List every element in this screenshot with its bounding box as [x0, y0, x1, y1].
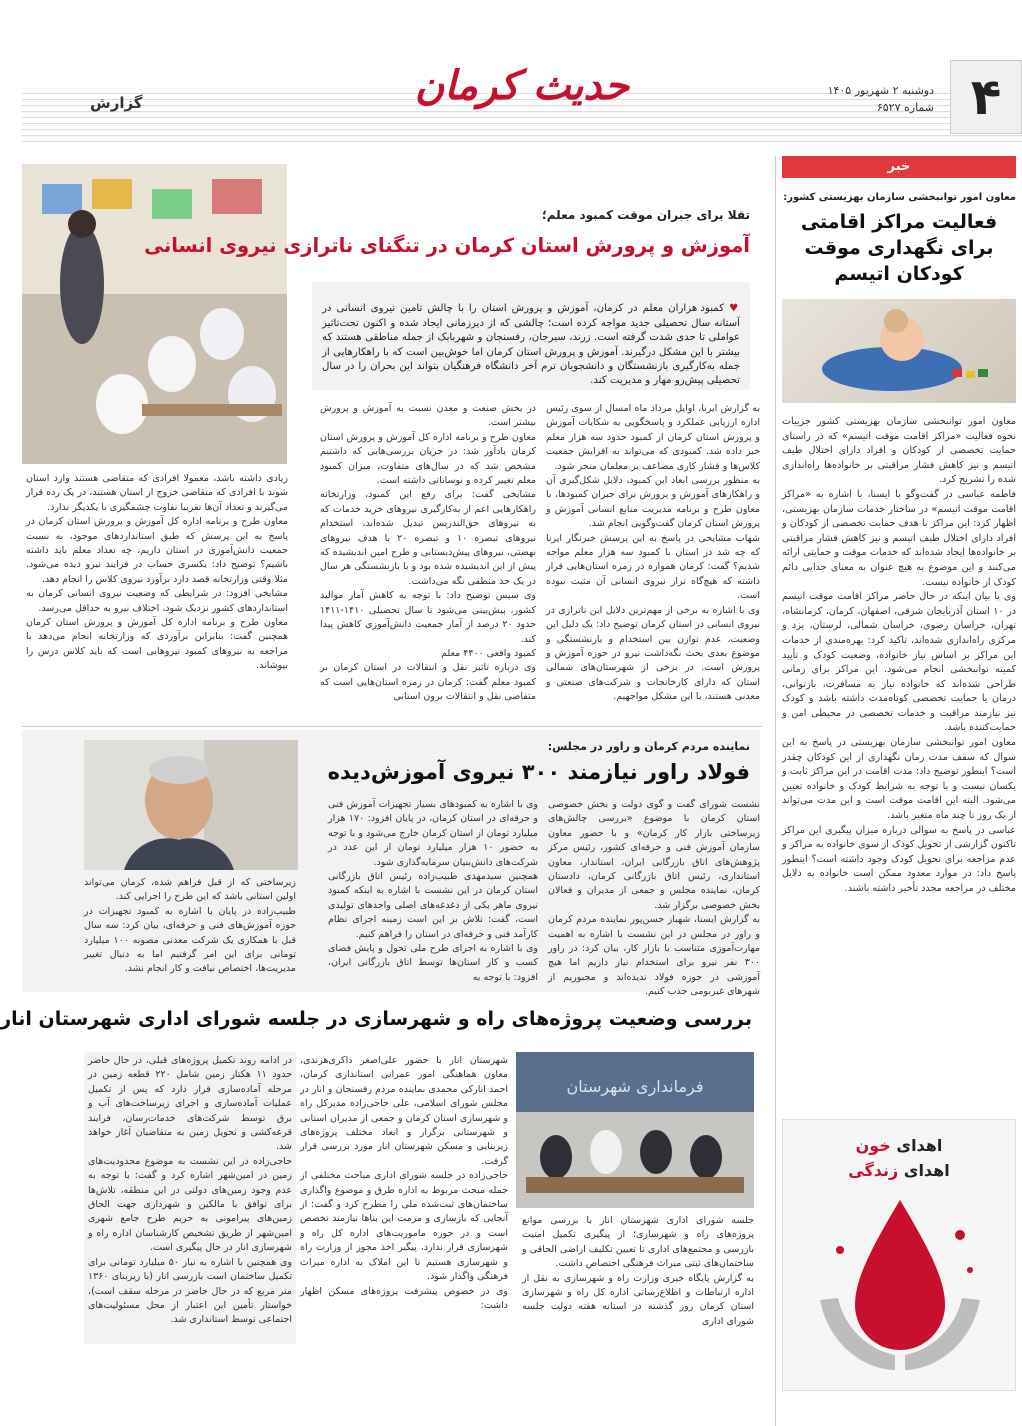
portrait-illustration — [84, 740, 298, 870]
council-meeting-photo — [516, 1052, 754, 1208]
issue-number: شماره ۶۵۲۷ — [876, 101, 934, 114]
news-tag: خبر — [782, 156, 1016, 178]
article2-title: فولاد راور نیازمند ۳۰۰ نیروی آموزش‌دیده — [327, 760, 750, 784]
issue-info — [828, 82, 934, 116]
article3-col2: شهرستان انار با حضور علی‌اصغر ذاکری‌هرندی، معاون هماهنگی امور عمرانی استانداری کرمان، احمد انارکی محمدی نماینده مردم رفسنجان و انار در مجلس شورای اسلامی، علی حاجی‌زاده مدیرکل راه و شهرسازی استان کرمان و جمعی از مدیران استانی و شهرستانی برگزار و ابعاد مختلف پروژه‌های زیربنایی و مسکن شهرستان انار مورد بررسی قرار گرفت. حاجی‌زاده در جلسه شورای اداری مباحث مختلفی از جمله مبحث مربوط به اداره طرق و موضوع واگذاری ساختمان‌های ثبت‌شده ملی را مطرح کرد و گفت: از آنجایی که بازسازی و مرمت این بناها نیازمند تخصص است و در حوزه ماموریت‌های اداره کل راه و شهرسازی قرار ندارد، پیگیر اخذ مجوز از وزارت راه و شهرسازی هستیم تا این املاک به اداره میراث فرهنگی واگذار شود. وی در خصوص پیشرفت پروژه‌های مسکن اظهار داشت: — [300, 1055, 508, 1311]
sidebar-title: فعالیت مراکز اقامتی برای نگهداری موقت کودکان اتیسم — [800, 211, 998, 285]
article1-kicker: تقلا برای جبران موقت کمبود معلم؛ — [541, 208, 750, 222]
article1-col2: در بخش صنعت و معدن نسبت به آموزش و پرورش بیشتر است. معاون طرح و برنامه اداره کل آموزش و پرورش استان کرمان یادآور شد: در جریان بررسی‌هایی که داشتیم مشخص شد که در سال‌های متفاوت، میزان کمبود معلم تغییر کرده و نوساناتی داشته است. مشایخی گفت: برای رفع این کمبود، وزارتخانه راهکارهایی اعم از به‌کارگیری نیروهای خرید خدمات که به نیروهای حق‌التدریس تبدیل شده‌اند، استخدام نیروهای تبصره ۱۰ و تبصره ۲۰ با هدف نیروهای نهضتی، نیروهای پیش‌دبستانی و طرح امین اندیشیده که پیش از این اندیشیده شده بود و با بازنشستگی هر سال در یک حد منطقی نگه می‌داشت. وی سپس توضیح داد: با توجه به کاهش آمار موالید کشور، پیش‌بینی می‌شود تا سال تحصیلی ۱۴۱۰-۱۴۱۱ حدود ۲۰ درصد از آمار جمعیت دانش‌آموزی کاهش پیدا کند. کمبود واقعی ۴۴۰۰ معلم وی درباره تاثیر نقل و انتقالات در استان کرمان بر کمبود معلم گفت: کرمان در زمره استان‌هایی است که متقاضی نقل و انتقالات برون استانی — [320, 403, 536, 703]
classroom-illustration — [22, 164, 287, 464]
article2-kicker: نماینده مردم کرمان و راور در مجلس: — [547, 740, 750, 753]
ad-line-1 — [783, 1136, 1015, 1155]
blood-donation-ad — [782, 1119, 1016, 1391]
sidebar-divider — [775, 156, 776, 1426]
ad-word-blood: خون — [855, 1136, 891, 1155]
article1-headline — [144, 208, 750, 260]
ad-line-2 — [783, 1161, 1015, 1180]
article1-title: آموزش و پرورش استان کرمان در تنگنای ناترازی نیروی انسانی — [144, 234, 750, 257]
article3-col1: جلسه شورای اداری شهرستان انار با بررسی موانع پروژه‌های راه و شهرسازی؛ از پیگیری تکمیل امنیت بازرسی و مجتمع‌های اداری تا تعیین تکلیف اراضی الحاقی و ساختمان‌های ثبتی میراث فرهنگی اختصاص داشت. به گزارش پایگاه خبری وزارت راه و شهرسازی به نقل از اداره ارتباطات و اطلاع‌رسانی اداره کل راه و شهرسازی استان کرمان روز گذشته در استانه هفته دولت جلسه شورای اداری — [522, 1215, 754, 1327]
article3-headline — [0, 1008, 752, 1030]
article1-lead-box — [312, 282, 750, 390]
classroom-photo — [22, 164, 287, 464]
article1-lead-text: کمبود هزاران معلم در کرمان، آموزش و پرورش استان را با چالش تامین نیروی انسانی در آستانه سال تحصیلی جدید مواجه کرده است؛ چالشی که از دیرزمانی ایجاد شده و اکنون تحت‌تاثیر عواملی تا حدی شدت گرفته است. زرند، سیرجان، رفسنجان و شهربابک از جمله مناطقی هستند که بیشتر با این مشکل درگیرند. آموزش و پرورش استان کرمان اما خوش‌بین است که با راهکارهایی از جمله به‌کارگیری بازنشستگان و دانشجویان ترم آخر دانشگاه فرهنگیان بتواند این بحران را در سال تحصیلی پیش‌رو مهار و مدیریت کند. — [322, 303, 740, 387]
article1-col3: زیادی داشته باشد، معمولا افرادی که متقاضی هستند وارد استان شوند با افرادی که متقاضی خروج از استان هستند، در یک رده قرار می‌گیرند و تعداد آن‌ها تقریبا تفاوت چشمگیری با یکدیگر ندارد. معاون طرح و برنامه اداره کل آموزش و پرورش استان کرمان در پاسخ به این پرسش که طبق استانداردهای موجود، به نسبت جمعیت دانش‌آموزی در استان داریم، چه تعداد معلم باید داشته باشیم؟ توضیح داد: یکسری حساب در فرایند نیرو دیده می‌شود. مثلا وقتی وزارتخانه قصد دارد برآورد نیروی کلاس را انجام دهد. مشایخی افزود: در شرایطی که وضعیت نیروی انسانی کرمان به استانداردهای کشور نزدیک شود، اختلاف نیرو به حداقل می‌رسد. معاون طرح و برنامه اداره کل آموزش و پرورش استان کرمان همچنین گفت: بنابراین برآوردی که وزارتخانه انجام می‌دهد با مراجعه به نیروهای کمبود نیروهایی است که باید کلاس درس را بپوشاند. — [26, 473, 288, 672]
baby-photo — [782, 299, 1016, 403]
page-number: ۴ — [950, 60, 1022, 134]
lead-heart-icon: ♥ — [724, 303, 740, 315]
newspaper-logo: حدیث کرمان — [414, 62, 630, 109]
blood-drop-hands-icon — [800, 1190, 1000, 1380]
meeting-illustration — [516, 1052, 754, 1208]
article3-title: بررسی وضعیت پروژه‌های راه و شهرسازی در جلسه شورای اداری شهرستان انار — [0, 1008, 752, 1030]
article2-col3: زیرساختی که از قبل فراهم شده، کرمان می‌تواند اولین استانی باشد که این طرح را اجرایی کند. طبیب‌زاده در پایان با اشاره به کمبود تجهیزات در حوزه آموزش‌های فنی و حرفه‌ای، بیان کرد: سه سال قبل با همکاری یک شرکت معدنی مصوبه ۱۰۰ میلیارد تومانی برای این امر گرفتیم اما به دنبال تغییر مدیریت‌ها، اختصاص نیافت و کار انجام نشد. — [84, 877, 296, 975]
issue-date: دوشنبه ۲ شهریور ۱۴۰۵ — [827, 84, 934, 97]
sidebar-body: معاون امور توانبخشی سازمان بهزیستی کشور جزییات نحوه فعالیت «مراکز اقامت موقت اتیسم» که در راستای حمایت تخصصی از کودکان و افراد دارای اختلال طیف اتیسم و نیز کاهش فشار مراقبتی بر خانواده‌ها راه‌اندازی شده را تشریح کرد. فاطمه عباسی در گفت‌وگو با ایسنا، با اشاره به «مراکز اقامت موقت اتیسم» در ساختار خدمات سازمان بهزیستی، اظهار کرد: این مراکز با هدف حمایت تخصصی از کودکان و افراد دارای اختلال طیف اتیسم و نیز کاهش فشار مراقبتی بر خانواده‌ها ایجاد شده‌اند که خدمات موقت و حمایتی ارائه می‌کنند و این موضوع به هیچ عنوان به معنای جدایی دائم کودک از خانواده نیست. وی با بیان اینکه در حال حاضر مراکز اقامت موقت اتیسم در ۱۰ استان آذربایجان شرقی، اصفهان، کرمان، کرمانشاه، تهران، خراسان رضوی، خراسان شمالی، لرستان، یزد و مرکزی راه‌اندازی شده‌اند، تاکید کرد: بهره‌مندی از خدمات این مراکز بر اساس نیاز خانواده، وضعیت کودک و تأیید کمیته توانبخشی انجام می‌شود. این مراکز برای زمانی طراحی شده‌اند که خانواده نیاز به مسافرت، بازتوانی، درمان یا حمایت تخصصی کوتاه‌مدت داشته باشد و کودک نیز نیازمند مراقبت و خدمات تخصصی در محیطی امن و حمایت‌کننده باشد. معاون امور توانبخشی سازمان بهزیستی در پاسخ به این سوال که سقف مدت زمان نگهداری از این کودکان چقدر است؟ اینطور توضیح داد: مدت اقامت در این مراکز ثابت و یکسان نیست و با توجه به شرایط کودک و خانواده تعیین می‌شود. البته این اقامت موقت است و این مدت می‌تواند از یک روز تا چند ماه متغیر باشد. عباسی در پاسخ به سوالی درباره میزان پیگیری این مراکز تاکنون گزارشی از تحویل کودک از سوی خانواده به مراکز و عدم مراجعه برای تحویل کودک وجود داشته است؟ اینطور پاسخ داد: در موارد معدود ممکن است خانواده به دلایل مختلف در مراجعه مجدد تأخیر داشته باشند. — [782, 416, 1016, 894]
ad-word-life: زندگی — [848, 1161, 899, 1180]
article1-col1: به گزارش ایرنا، اوایل مرداد ماه امسال از سوی رئیس اداره ارزیابی عملکرد و پاسخگویی به شکایات آموزش و پرورش استان کرمان از کمبود حدود سه هزار معلم خبر داده شد. کمبودی که می‌تواند به افزایش جمعیت کلاس‌ها و فشار کاری مضاعف بر معلمان منجر شود. به منظور بررسی ابعاد این کمبود، دلایل شکل‌گیری آن و راهکارهای آموزش و پرورش برای جبران کمبودها، با معاون طرح و برنامه مدیریت منابع انسانی آموزش و پرورش استان کرمان گفت‌وگویی انجام شد. شهاب مشایخی در پاسخ به این پرسش خبرنگار ایرنا که چه شد در استان با کمبود سه هزار معلم مواجه شدیم؟ گفت: کرمان همواره در زمره استان‌هایی قرار داشته که هیچ‌گاه تراز نیروی انسانی آن مثبت نبوده است. وی با اشاره به برخی از مهم‌ترین دلایل این ناترازی در نیروی انسانی در استان کرمان توضیح داد: یک دلیل این وضعیت، عدم توازن بین استخدام و بازنشستگی و موضوع بعدی بحث نگه‌داشت نیرو در حوزه آموزش و پرورش است. در برخی از شهرستان‌های شمالی استان که دارای کارخانجات و شرکت‌های صنعتی و معدنی هستند، با این مشکل مواجهیم. — [546, 403, 760, 703]
sidebar-kicker: معاون امور توانبخشی سازمان بهزیستی کشور: — [783, 192, 1016, 203]
article2-col2: وی با اشاره به کمبودهای بسیار تجهیزات آموزش فنی و حرفه‌ای در استان کرمان، در پایان افزود: ۱۷۰ هزار میلیارد تومان از استان کرمان خارج می‌شود و با توجه به حضور ۱۰ هزار میلیارد تومان از این عدد در شرکت‌های دانش‌بنیان سرمایه‌گذاری شود. همچنین سیدمهدی طبیب‌زاده رئیس اتاق بازرگانی استان کرمان در این نشست با اشاره به اینکه کمبود نیروی ماهر یکی از دغدغه‌های اصلی واحدهای تولیدی است، گفت: تلاش بر این است زمینه اجرای نظام کارآمد فنی و حرفه‌ای در استان را فراهم کنیم. وی با اشاره به اجرای طرح ملی تحول و پایش فضای کسب و کار استان‌ها توسط اتاق بازرگانی ایران، افزود: با توجه به — [328, 799, 538, 983]
mp-portrait-photo — [84, 740, 298, 870]
ad-word-donation-2: اهدای — [903, 1161, 950, 1180]
photo-caption: فرمانداری شهرستان — [566, 1077, 704, 1096]
article1-lead — [312, 282, 750, 390]
article2-headline — [302, 740, 750, 787]
article2-col1: نشست شورای گفت و گوی دولت و بخش خصوصی استان کرمان با موضوع «بررسی چالش‌های زیرساختی بازار کار کرمان» و با حضور معاون سازمان آموزش فنی و حرفه‌ای کشور، رئیس مرکز پژوهش‌های اتاق بازرگانی ایران، استاندار، معاون استانداری، رئیس اتاق بازرگانی کرمان، دادستان کرمان، نماینده مجلس و جمعی از مدیران و فعالان بخش خصوصی برگزار شد. به گزارش ایسنا، شهباز حسن‌پور نماینده مردم کرمان و راور در مجلس در این نشست با اشاره به اهمیت مهارت‌آموزی متناسب با بازار کار، بیان کرد: در راور ۳۰۰ نفر نیرو برای استخدام نیاز داریم اما هیچ آموزشی در حوزه فولاد ندیده‌اند و مجبوریم از شهرهای غیربومی جذب کنیم. — [548, 799, 760, 998]
news-sidebar — [782, 156, 1016, 1426]
ad-word-donation-1: اهدای — [896, 1136, 943, 1155]
article1-bottom-rule — [22, 726, 762, 727]
section-label: گزارش — [90, 94, 143, 112]
article3-col3: در ادامه روند تکمیل پروژه‌های قبلی، در حال حاضر حدود ۱۱ هکتار زمین شامل ۲۲۰ قطعه زمین در مرحله آماده‌سازی قرار دارد که پس از تکمیل عملیات آماده‌سازی و اجرای زیرساخت‌های آب و برق توسط شرکت‌های خدمات‌رسان، فرایند قرعه‌کشی و تحویل زمین به متقاضیان آغاز خواهد شد. حاجی‌زاده در این نشست به موضوع محدودیت‌های زمین در امین‌شهر اشاره کرد و گفت: با توجه به عدم وجود زمین‌های دولتی در این منطقه، تلاش‌ها برای توافق با مالکین و شهرداری جهت الحاق زمین‌های پیرامونی به حریم طرح جامع شهری امین‌شهر از طریق تشخیص کارشناسان اداره راه و شهرسازی انار در حال پیگیری است. وی همچنین با اشاره به نیاز ۵۰ میلیارد تومانی برای تکمیل ساختمان است بازرسی انار (با زیربنای ۱۳۶۰ متر مربع که در حال حاضر در مرحله سقف است)، خواستار تأمین این اعتبار از محل مسئولیت‌های اجتماعی توسط استانداری شد. — [88, 1055, 292, 1326]
baby-toys-illustration — [782, 299, 1016, 403]
